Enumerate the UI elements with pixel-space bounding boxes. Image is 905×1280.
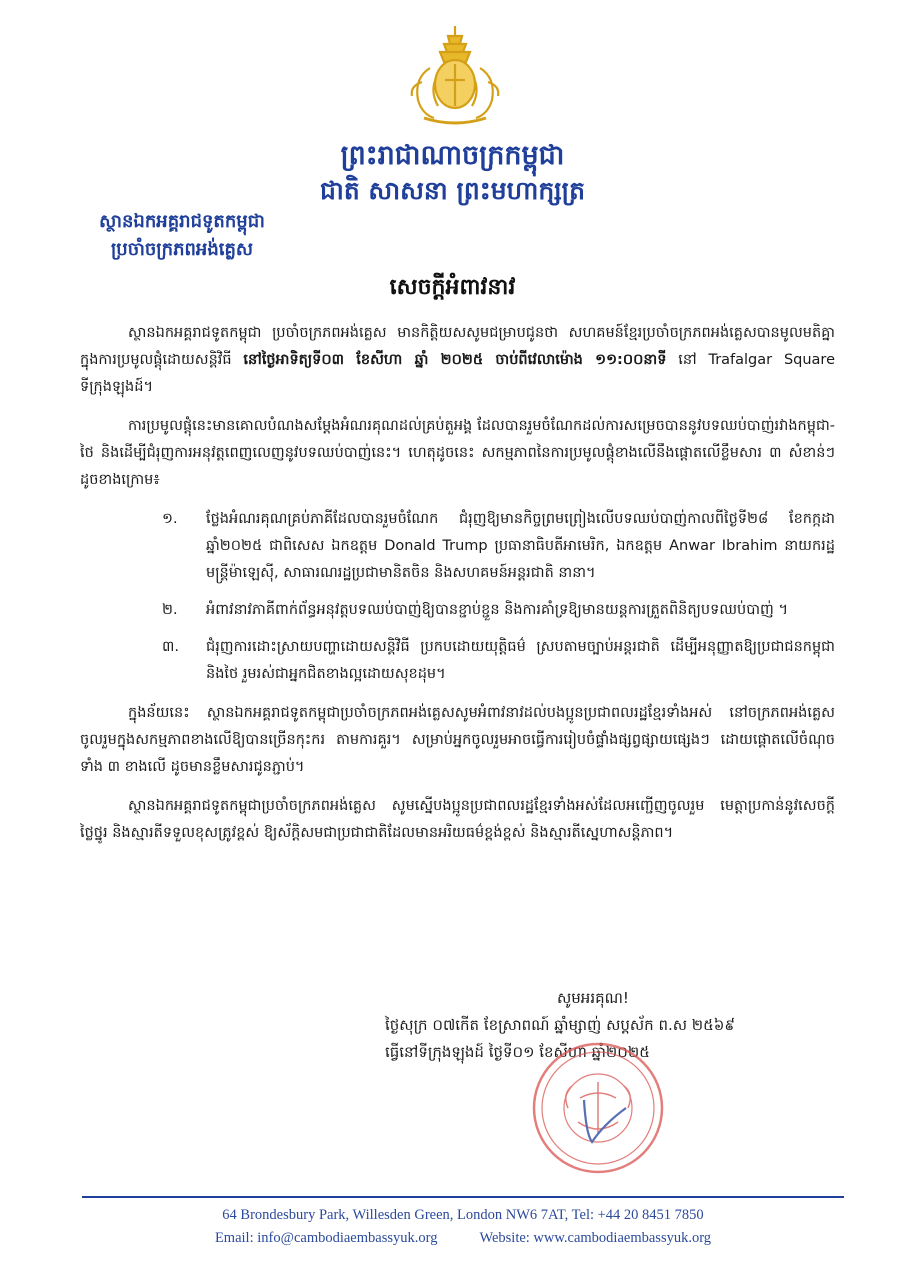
list-item-text: ថ្លែងអំណរគុណគ្រប់ភាគីដែលបានរួមចំណែក ជំរុញឱ្យមានកិច្ចព្រមព្រៀងលើបទឈប់បាញ់កាលពីថ្ងៃទី២៨ ខែកក្កដា ឆ្នាំ២០២៥ ជាពិសេស ឯកឧត្តម Donald Trump ប្រធានាធិបតីអាមេរិក, ឯកឧត្តម Anwar Ibrahim នាយករដ្ឋមន្ត្រីម៉ាឡេស៊ី, សាធារណរដ្ឋប្រជាមានិតចិន និងសហគមន៍អន្តរជាតិ នានា។ xyxy=(206,511,835,581)
paragraph-1-text: ស្ថានឯកអគ្គរាជទូតកម្ពុជា ប្រចាំចក្រភពអង់គ្លេស មានកិត្តិយសសូមជម្រាបជូនថា សហគមន៍ខ្មែរប្រចាំចក្រភពអង់គ្លេសបានមូលមតិគ្នាក្នុងការប្រមូលផ្តុំដោយសន្តិវិធី xyxy=(80,325,835,368)
footer-contacts xyxy=(82,1227,844,1250)
kingdom-heading: ព្រះរាជាណាចក្រកម្ពុជា xyxy=(340,140,565,171)
list-item-number: ១. xyxy=(162,511,178,527)
document-body xyxy=(80,320,835,859)
embassy-name xyxy=(52,208,312,264)
footer-website[interactable]: Website: www.cambodiaembassyuk.org xyxy=(479,1230,712,1246)
royal-coat-of-arms-icon xyxy=(400,22,510,132)
list-item xyxy=(80,634,835,688)
list-item xyxy=(80,506,835,587)
list-item-number: ៣. xyxy=(162,639,179,655)
footer xyxy=(82,1204,844,1250)
list-item-text: អំពាវនាវភាគីពាក់ព័ន្ធអនុវត្តបទឈប់បាញ់ឱ្យបានខ្ជាប់ខ្ជួន និងការគាំទ្រឱ្យមានយន្តការត្រួតពិនិត្យបទឈប់បាញ់ ។ xyxy=(206,602,788,618)
paragraph-3: ក្នុងន័យនេះ ស្ថានឯកអគ្គរាជទូតកម្ពុជាប្រចាំចក្រភពអង់គ្លេសសូមអំពាវនាវដល់បងប្អូនប្រជាពលរដ្ឋខ្មែរទាំងអស់ នៅចក្រភពអង់គ្លេស ចូលរួមក្នុងសកម្មភាពខាងលើឱ្យបានច្រើនកុះករ តាមការគួរ។ សម្រាប់អ្នកចូលរួមអាចធ្វើការរៀបចំផ្ទាំងផ្សព្វផ្សាយផ្សេងៗ ដោយផ្តោតលើចំណុចទាំង ៣ ខាងលើ ដូចមានខ្លឹមសារជូនភ្ជាប់។ xyxy=(80,705,835,775)
footer-divider xyxy=(82,1196,844,1198)
document-title: សេចក្តីអំពាវនាវ xyxy=(389,275,516,300)
embassy-name-line1: ស្ថានឯកអគ្គរាជទូតកម្ពុជា xyxy=(99,211,265,232)
event-location: នៅ Trafalgar Square ទីក្រុងឡុងដ៍។ xyxy=(80,352,835,395)
place-and-date: ធ្វើនៅទីក្រុងឡុងដ៍ ថ្ងៃទី០១ ខែសីហា ឆ្នាំ២០២៥ xyxy=(385,1043,650,1061)
footer-email[interactable]: Email: info@cambodiaembassyuk.org xyxy=(214,1230,438,1246)
event-datetime: នៅថ្ងៃអាទិត្យទី០៣ ខែសីហា ឆ្នាំ ២០២៥ ចាប់ពីវេលាម៉ោង ១១:០០នាទី xyxy=(243,352,667,368)
paragraph-4: ស្ថានឯកអគ្គរាជទូតកម្ពុជាប្រចាំចក្រភពអង់គ្លេស សូមស្នើបងប្អូនប្រជាពលរដ្ឋខ្មែរទាំងអស់ដែលអញ្ជើញចូលរួម មេត្តាប្រកាន់នូវសេចក្តីថ្លៃថ្នូរ និងស្មារតីទទួលខុសត្រូវខ្ពស់ ឱ្យស័ក្តិសមជាប្រជាជាតិដែលមានអរិយធម៌ខ្ពង់ខ្ពស់ និងស្មារតីស្នេហាសន្តិភាព។ xyxy=(80,798,835,841)
list-item-text: ជំរុញការដោះស្រាយបញ្ហាដោយសន្តិវិធី ប្រកបដោយយុត្តិធម៌ ស្របតាមច្បាប់អន្តរជាតិ ដើម្បីអនុញ្ញាតឱ្យប្រជាជនកម្ពុជា និងថៃ រួមរស់ជាអ្នកជិតខាងល្អដោយសុខដុម។ xyxy=(206,639,835,682)
paragraph-1 xyxy=(80,320,835,401)
lunar-date: ថ្ងៃសុក្រ ០៧កើត ខែស្រាពណ៍ ឆ្នាំម្សាញ់ សប្តស័ក ព.ស ២៥៦៩ xyxy=(385,1016,736,1034)
embassy-seal-icon xyxy=(528,1038,668,1178)
key-points-list xyxy=(80,506,835,688)
list-item xyxy=(80,597,835,624)
thanks-line: សូមអរគុណ! xyxy=(557,989,629,1007)
list-item-number: ២. xyxy=(162,602,178,618)
national-motto: ជាតិ សាសនា ព្រះមហាក្សត្រ xyxy=(320,176,585,205)
paragraph-2: ការប្រមូលផ្តុំនេះមានគោលបំណងសម្តែងអំណរគុណដល់គ្រប់តួអង្គ ដែលបានរួមចំណែកដល់ការសម្រេចបាននូវបទឈប់បាញ់រវាងកម្ពុជា-ថៃ និងដើម្បីជំរុញការអនុវត្តពេញលេញនូវបទឈប់បាញ់នេះ។ ហេតុដូចនេះ សកម្មភាពនៃការប្រមូលផ្តុំខាងលើនឹងផ្តោតលើខ្លឹមសារ ៣ សំខាន់ៗ ដូចខាងក្រោម៖ xyxy=(80,418,835,488)
footer-address: 64 Brondesbury Park, Willesden Green, London NW6 7AT, Tel: +44 20 8451 7850 xyxy=(222,1207,704,1223)
embassy-name-line2: ប្រចាំចក្រភពអង់គ្លេស xyxy=(110,239,254,260)
